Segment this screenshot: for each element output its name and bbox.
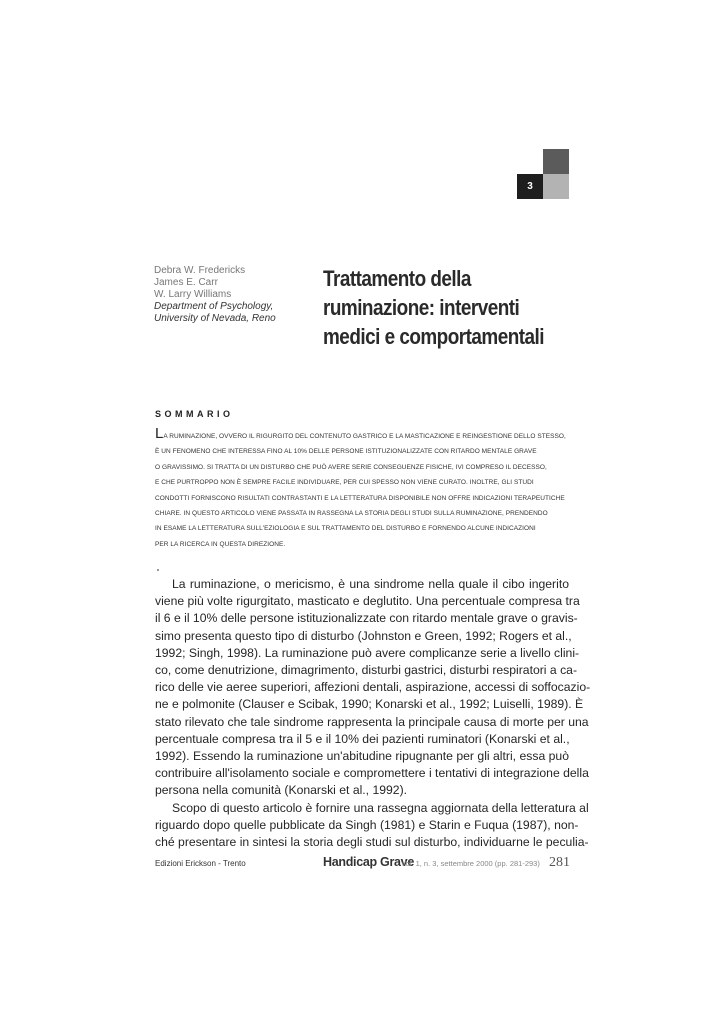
footer-journal-name: Handicap Grave bbox=[323, 855, 414, 869]
sommario-text bbox=[155, 425, 585, 552]
sommario-line: CONDOTTI FORNISCONO RISULTATI CONTRASTANTI E LA LETTERATURA DISPONIBILE NON OFFRE INDICAZIONI TERAPEUTICHE bbox=[155, 494, 565, 502]
body-line: riguardo dopo quelle pubblicate da Singh (1981) e Starin e Fuqua (1987), non- bbox=[155, 817, 579, 832]
author-name: Debra W. Fredericks bbox=[154, 265, 246, 276]
body-line: ne e polmonite (Clauser e Scibak, 1990; Konarski et al., 1992; Luiselli, 1989). È bbox=[155, 697, 584, 712]
body-line: persona nella comunità (Konarski et al., 1992). bbox=[155, 783, 408, 798]
body-line: 1992; Singh, 1998). La ruminazione può avere complicanze serie a livello clini- bbox=[155, 645, 580, 660]
footer-publisher: Edizioni Erickson - Trento bbox=[155, 859, 246, 868]
chapter-marker-block-light-gray bbox=[543, 174, 569, 199]
article-title bbox=[323, 264, 547, 351]
separator-mark bbox=[157, 569, 159, 571]
body-line: rico delle vie aeree superiori, affezioni dentali, aspirazione, accessi di soffocazio- bbox=[155, 680, 591, 695]
author-name: W. Larry Williams bbox=[154, 289, 232, 300]
sommario-heading: SOMMARIO bbox=[155, 409, 234, 419]
body-line: stato rilevato che tale sindrome rappresenta la principale causa di morte per una bbox=[155, 714, 589, 729]
sommario-line: CHIARE. IN QUESTO ARTICOLO VIENE PASSATA IN RASSEGNA LA STORIA DEGLI STUDI SULLA RUMINAZIONE, PRENDENDO bbox=[155, 510, 548, 518]
author-block bbox=[154, 265, 314, 325]
body-line: il 6 e il 10% delle persone istituzionalizzate con ritardo mentale grave o gravis- bbox=[155, 611, 578, 626]
body-line: contribuire all'isolamento sociale e compromettere i tentativi di integrazione della bbox=[155, 766, 589, 781]
sommario-line: E CHE PURTROPPO NON È SEMPRE FACILE INDIVIDUARE, PER CUI SPESSO NON VIENE CURATO. INOLTRE, GLI STUDI bbox=[155, 479, 534, 487]
body-line: viene più volte rigurgitato, masticato e deglutito. Una percentuale compresa tra bbox=[155, 594, 580, 609]
sommario-line: O GRAVISSIMO. SI TRATTA DI UN DISTURBO CHE PUÒ AVERE SERIE CONSEGUENZE FISICHE, IVI COMPRESO IL DECESSO, bbox=[155, 463, 547, 471]
body-line: simo presenta questo tipo di disturbo (Johnston e Green, 1992; Rogers et al., bbox=[155, 628, 572, 643]
body-line: Scopo di questo articolo è fornire una rassegna aggiornata della letteratura al bbox=[172, 800, 589, 815]
author-department: Department of Psychology, bbox=[154, 301, 274, 312]
title-line: Trattamento della bbox=[323, 266, 471, 291]
page-number: 281 bbox=[549, 855, 570, 870]
body-line: ché presentare in sintesi la storia degli studi sul disturbo, individuarne le peculia- bbox=[155, 835, 589, 850]
body-text bbox=[155, 576, 591, 851]
footer-issue-info: Vol. 1, n. 3, settembre 2000 (pp. 281-293) bbox=[401, 859, 540, 868]
sommario-line: PER LA RICERCA IN QUESTA DIREZIONE. bbox=[155, 540, 286, 548]
sommario-line: IN ESAME LA LETTERATURA SULL'EZIOLOGIA E SUL TRATTAMENTO DEL DISTURBO E FORNENDO ALCUNE INDICAZIONI bbox=[155, 525, 536, 533]
body-line: La ruminazione, o mericismo, è una sindrome nella quale il cibo ingerito bbox=[172, 577, 569, 591]
author-name: James E. Carr bbox=[154, 277, 218, 288]
body-line: co, come denutrizione, dimagrimento, disturbi gastrici, disturbi respiratori a ca- bbox=[155, 663, 577, 678]
title-line: medici e comportamentali bbox=[323, 324, 545, 349]
sommario-line: LA RUMINAZIONE, OVVERO IL RIGURGITO DEL CONTENUTO GASTRICO E LA MASTICAZIONE E REINGESTIONE DELLO STESSO, bbox=[155, 425, 566, 442]
body-line: percentuale compresa tra il 5 e il 10% dei pazienti ruminatori (Konarski et al., bbox=[155, 731, 570, 746]
chapter-marker-block-dark-gray bbox=[543, 149, 569, 174]
sommario-line: È UN FENOMENO CHE INTERESSA FINO AL 10% DELLE PERSONE ISTITUZIONALIZZATE CON RITARDO MENTALE GRAVE bbox=[155, 448, 537, 456]
title-line: ruminazione: interventi bbox=[323, 295, 520, 320]
sommario-dropcap: L bbox=[155, 425, 164, 442]
chapter-number: 3 bbox=[527, 181, 533, 192]
author-university: University of Nevada, Reno bbox=[154, 313, 276, 324]
body-line: 1992). Essendo la ruminazione un'abitudine ripugnante per gli altri, essa può bbox=[155, 749, 569, 764]
